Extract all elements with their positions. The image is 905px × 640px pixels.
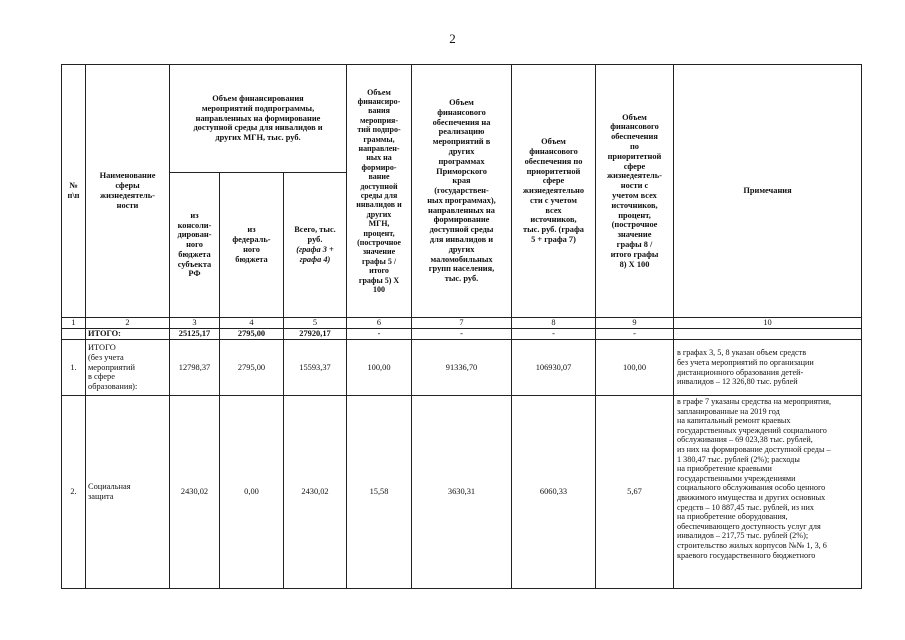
header-name: Наименование сферы жизнедеятель- ности [86, 65, 170, 318]
index-cell: 5 [284, 318, 347, 329]
header-notes: Примечания [674, 65, 862, 318]
index-cell: 3 [170, 318, 220, 329]
header-col6: Объем финансиро- вания мероприя- тий подпро- граммы, направлен- ных на формиро- вание доступной среды для инвалидов и других МГН, процент, (построчное значение графы 5 / итого графы 5) X 100 [347, 65, 412, 318]
total-label: ИТОГО: [86, 329, 170, 340]
row-name: Социальная защита [86, 396, 170, 589]
row-note: в графах 3, 5, 8 указан объем средств без учета мероприятий по организации дистанционного образования детей- инвалидов – 12 326,80 тыс. рублей [674, 340, 862, 396]
total-col8: - [512, 329, 596, 340]
row-col8: 106930,07 [512, 340, 596, 396]
row-col4: 2795,00 [220, 340, 284, 396]
total-notes [674, 329, 862, 340]
row-col7: 91336,70 [412, 340, 512, 396]
header-col3: из консоли- дирован- ного бюджета субъекта РФ [170, 173, 220, 318]
financing-table [61, 64, 862, 589]
total-row [62, 329, 862, 340]
total-num [62, 329, 86, 340]
header-group: Объем финансирования мероприятий подпрограммы, направленных на формирование доступной среды для инвалидов и других МГН, тыс. руб. [170, 65, 347, 173]
index-cell: 1 [62, 318, 86, 329]
header-col4: из федераль- ного бюджета [220, 173, 284, 318]
row-col9: 5,67 [596, 396, 674, 589]
header-col8: Объем финансового обеспечения по приоритетной сфере жизнедеятельно сти с учетом всех источников, тыс. руб. (графа 5 + графа 7) [512, 65, 596, 318]
row-note: в графе 7 указаны средства на мероприятия, запланированные на 2019 год на капитальный ремонт краевых государственных учреждений социального обслуживания – 69 023,38 тыс. рублей, из них на формирование доступной среды – 1 380,47 тыс. рублей (2%); расходы на приобретение краевыми государственными учреждениями социального обслуживания особо ценного движимого имущества и других основных средств – 10 887,45 тыс. рублей, из них на приобретение оборудования, обеспечивающего доступность услуг для инвалидов – 217,75 тыс. рублей (2%); строительство жилых корпусов №№ 1, 3, 6 краевого государственного бюджетного [674, 396, 862, 589]
index-cell: 8 [512, 318, 596, 329]
row-col5: 2430,02 [284, 396, 347, 589]
row-col7: 3630,31 [412, 396, 512, 589]
total-col3: 25125,17 [170, 329, 220, 340]
row-col4: 0,00 [220, 396, 284, 589]
row-col8: 6060,33 [512, 396, 596, 589]
total-col9: - [596, 329, 674, 340]
column-index-row [62, 318, 862, 329]
header-col5-formula: (графа 3 + графа 4) [296, 245, 334, 264]
row-num: 2. [62, 396, 86, 589]
index-cell: 6 [347, 318, 412, 329]
index-cell: 2 [86, 318, 170, 329]
table-row [62, 340, 862, 396]
row-name: ИТОГО (без учета мероприятий в сфере образования): [86, 340, 170, 396]
table-row [62, 396, 862, 589]
total-col5: 27920,17 [284, 329, 347, 340]
row-col3: 12798,37 [170, 340, 220, 396]
header-col5 [284, 173, 347, 318]
row-col6: 15,58 [347, 396, 412, 589]
row-col9: 100,00 [596, 340, 674, 396]
index-cell: 10 [674, 318, 862, 329]
header-col9: Объем финансового обеспечения по приоритетной сфере жизнедеятель- ности с учетом всех источников, процент, (построчное значение графы 8 / итого графы 8) X 100 [596, 65, 674, 318]
row-col3: 2430,02 [170, 396, 220, 589]
index-cell: 7 [412, 318, 512, 329]
header-num: № п\п [62, 65, 86, 318]
header-col5-text: Всего, тыс. руб. [294, 225, 336, 245]
total-col6: - [347, 329, 412, 340]
total-col4: 2795,00 [220, 329, 284, 340]
row-num: 1. [62, 340, 86, 396]
row-col5: 15593,37 [284, 340, 347, 396]
row-col6: 100,00 [347, 340, 412, 396]
index-cell: 4 [220, 318, 284, 329]
page-number: 2 [449, 31, 456, 46]
total-col7: - [412, 329, 512, 340]
header-col7: Объем финансового обеспечения на реализацию мероприятий в других программах Приморского края (государствен- ных программах), направленных на формирование доступной среды для инвалидов и других маломобильных групп населения, тыс. руб. [412, 65, 512, 318]
index-cell: 9 [596, 318, 674, 329]
